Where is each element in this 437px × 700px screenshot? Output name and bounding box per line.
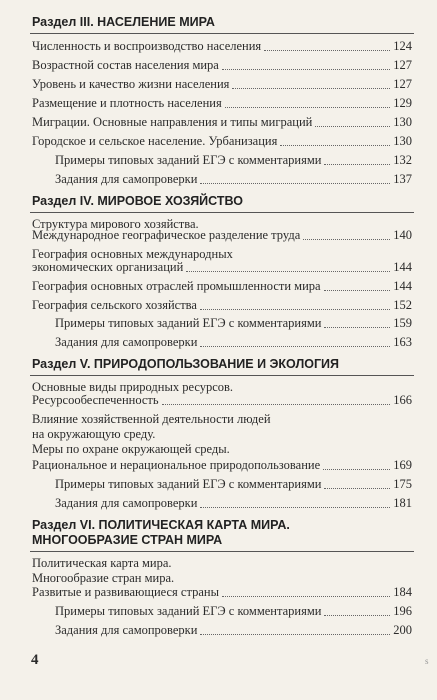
- section-rule: [30, 33, 414, 34]
- toc-entry: Развитые и развивающиеся страны 184: [32, 585, 412, 599]
- toc-entry: Задания для самопроверки 137: [55, 172, 412, 186]
- toc-entry: Международное географическое разделение труда 140: [32, 228, 412, 242]
- toc-entry: География сельского хозяйства 152: [32, 298, 412, 312]
- toc-entry: Примеры типовых заданий ЕГЭ с комментариями 175: [55, 477, 412, 491]
- toc-entry: Примеры типовых заданий ЕГЭ с комментариями 159: [55, 316, 412, 330]
- toc-entry: экономических организаций 144: [32, 260, 412, 274]
- toc-line: Политическая карта мира.: [32, 556, 172, 570]
- toc-entry: Задания для самопроверки 163: [55, 335, 412, 349]
- toc-entry: Рациональное и нерациональное природопользование 169: [32, 458, 412, 472]
- section-rule: [30, 551, 414, 552]
- toc-entry: Миграции. Основные направления и типы миграций 130: [32, 115, 412, 129]
- toc-line: Меры по охране окружающей среды.: [32, 442, 230, 456]
- section-title-6-cont: МНОГООБРАЗИЕ СТРАН МИРА: [32, 533, 223, 547]
- toc-entry: Уровень и качество жизни населения 127: [32, 77, 412, 91]
- section-title-3: Раздел III. НАСЕЛЕНИЕ МИРА: [32, 15, 215, 29]
- section-title-5: Раздел V. ПРИРОДОПОЛЬЗОВАНИЕ И ЭКОЛОГИЯ: [32, 357, 340, 371]
- section-rule: [30, 212, 414, 213]
- page-number: 4: [31, 652, 39, 668]
- corner-mark: s: [425, 656, 429, 666]
- toc-line: Многообразие стран мира.: [32, 571, 175, 585]
- section-title-4: Раздел IV. МИРОВОЕ ХОЗЯЙСТВО: [32, 194, 243, 208]
- toc-entry: Ресурсообеспеченность 166: [32, 393, 412, 407]
- toc-line: География основных международных: [32, 247, 233, 261]
- toc-entry: Примеры типовых заданий ЕГЭ с комментариями 132: [55, 153, 412, 167]
- toc-entry: Примеры типовых заданий ЕГЭ с комментариями 196: [55, 604, 412, 618]
- toc-entry: География основных отраслей промышленности мира 144: [32, 279, 412, 293]
- toc-line: Структура мирового хозяйства.: [32, 217, 199, 231]
- toc-entry: Численность и воспроизводство населения 124: [32, 39, 412, 53]
- toc-line: на окружающую среду.: [32, 427, 156, 441]
- toc-entry: Задания для самопроверки 181: [55, 496, 412, 510]
- toc-entry: Городское и сельское население. Урбанизация 130: [32, 134, 412, 148]
- toc-line: Основные виды природных ресурсов.: [32, 380, 234, 394]
- toc-entry: Размещение и плотность населения 129: [32, 96, 412, 110]
- toc-entry: Задания для самопроверки 200: [55, 623, 412, 637]
- toc-line: Влияние хозяйственной деятельности людей: [32, 412, 271, 426]
- toc-entry: Возрастной состав населения мира 127: [32, 58, 412, 72]
- section-rule: [30, 375, 414, 376]
- section-title-6: Раздел VI. ПОЛИТИЧЕСКАЯ КАРТА МИРА.: [32, 518, 290, 532]
